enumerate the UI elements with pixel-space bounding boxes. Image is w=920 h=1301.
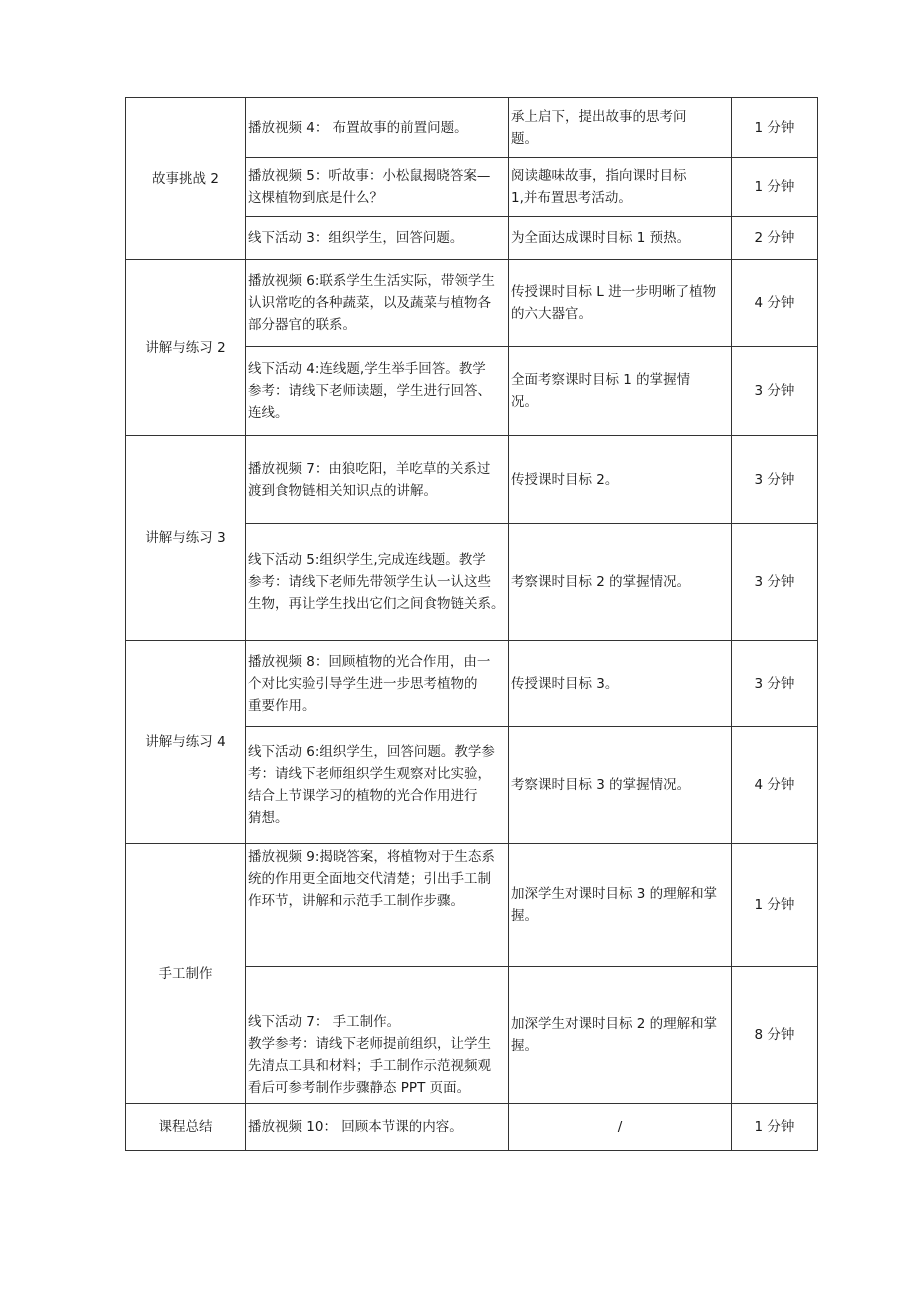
stage-cell: 手工制作 (126, 844, 246, 1104)
duration-cell: 3 分钟 (732, 641, 818, 727)
duration-cell: 1 分钟 (732, 1104, 818, 1151)
activity-cell: 播放视频 4： 布置故事的前置问题。 (246, 98, 509, 158)
stage-cell: 故事挑战 2 (126, 98, 246, 260)
stage-cell: 讲解与练习 3 (126, 436, 246, 641)
activity-cell: 线下活动 7： 手工制作。 教学参考：请线下老师提前组织，让学生 先清点工具和材料；手工制作示范视频观 看后可参考制作步骤静态 PPT 页面。 (246, 967, 509, 1104)
activity-cell: 播放视频 9:揭晓答案，将植物对于生态系 统的作用更全面地交代清楚；引出手工制 作环节，讲解和示范手工制作步骤。 (246, 844, 509, 967)
duration-cell: 4 分钟 (732, 260, 818, 347)
duration-cell: 1 分钟 (732, 158, 818, 217)
table-row (126, 1104, 818, 1151)
duration-cell: 3 分钟 (732, 524, 818, 641)
table-row (126, 260, 818, 347)
intent-cell: 为全面达成课时目标 1 预热。 (509, 217, 732, 260)
activity-cell: 播放视频 8：回顾植物的光合作用，由一 个对比实验引导学生进一步思考植物的 重要作用。 (246, 641, 509, 727)
intent-cell: / (509, 1104, 732, 1151)
intent-cell: 全面考察课时目标 1 的掌握情 况。 (509, 347, 732, 436)
activity-cell: 线下活动 4:连线题,学生举手回答。教学 参考：请线下老师读题，学生进行回答、 连线。 (246, 347, 509, 436)
activity-cell: 线下活动 3：组织学生，回答问题。 (246, 217, 509, 260)
activity-cell: 播放视频 5：听故事：小松鼠揭晓答案— 这棵植物到底是什么？ (246, 158, 509, 217)
intent-cell: 传授课时目标 3。 (509, 641, 732, 727)
activity-cell: 线下活动 5:组织学生,完成连线题。教学 参考：请线下老师先带领学生认一认这些 生物，再让学生找出它们之间食物链关系。 (246, 524, 509, 641)
stage-cell: 讲解与练习 4 (126, 641, 246, 844)
table-row (126, 844, 818, 967)
duration-cell: 2 分钟 (732, 217, 818, 260)
intent-cell: 考察课时目标 3 的掌握情况。 (509, 727, 732, 844)
activity-cell: 播放视频 6:联系学生生活实际，带领学生 认识常吃的各种蔬菜，以及蔬菜与植物各 部分器官的联系。 (246, 260, 509, 347)
duration-cell: 8 分钟 (732, 967, 818, 1104)
intent-cell: 传授课时目标 2。 (509, 436, 732, 524)
stage-cell: 讲解与练习 2 (126, 260, 246, 436)
table-row (126, 98, 818, 158)
duration-cell: 3 分钟 (732, 436, 818, 524)
intent-cell: 承上启下，提出故事的思考问 题。 (509, 98, 732, 158)
intent-cell: 考察课时目标 2 的掌握情况。 (509, 524, 732, 641)
table-row (126, 436, 818, 524)
activity-cell: 线下活动 6:组织学生，回答问题。教学参 考：请线下老师组织学生观察对比实验， 结合上节课学习的植物的光合作用进行 猜想。 (246, 727, 509, 844)
table-row (126, 641, 818, 727)
intent-cell: 加深学生对课时目标 2 的理解和掌 握。 (509, 967, 732, 1104)
intent-cell: 传授课时目标 L 进一步明晰了植物 的六大器官。 (509, 260, 732, 347)
duration-cell: 1 分钟 (732, 98, 818, 158)
duration-cell: 4 分钟 (732, 727, 818, 844)
stage-cell: 课程总结 (126, 1104, 246, 1151)
activity-cell: 播放视频 10： 回顾本节课的内容。 (246, 1104, 509, 1151)
duration-cell: 3 分钟 (732, 347, 818, 436)
lesson-plan-table (125, 97, 818, 1151)
activity-cell: 播放视频 7：由狼吃阳，羊吃草的关系过 渡到食物链相关知识点的讲解。 (246, 436, 509, 524)
intent-cell: 加深学生对课时目标 3 的理解和掌 握。 (509, 844, 732, 967)
intent-cell: 阅读趣味故事，指向课时目标 1,并布置思考活动。 (509, 158, 732, 217)
duration-cell: 1 分钟 (732, 844, 818, 967)
